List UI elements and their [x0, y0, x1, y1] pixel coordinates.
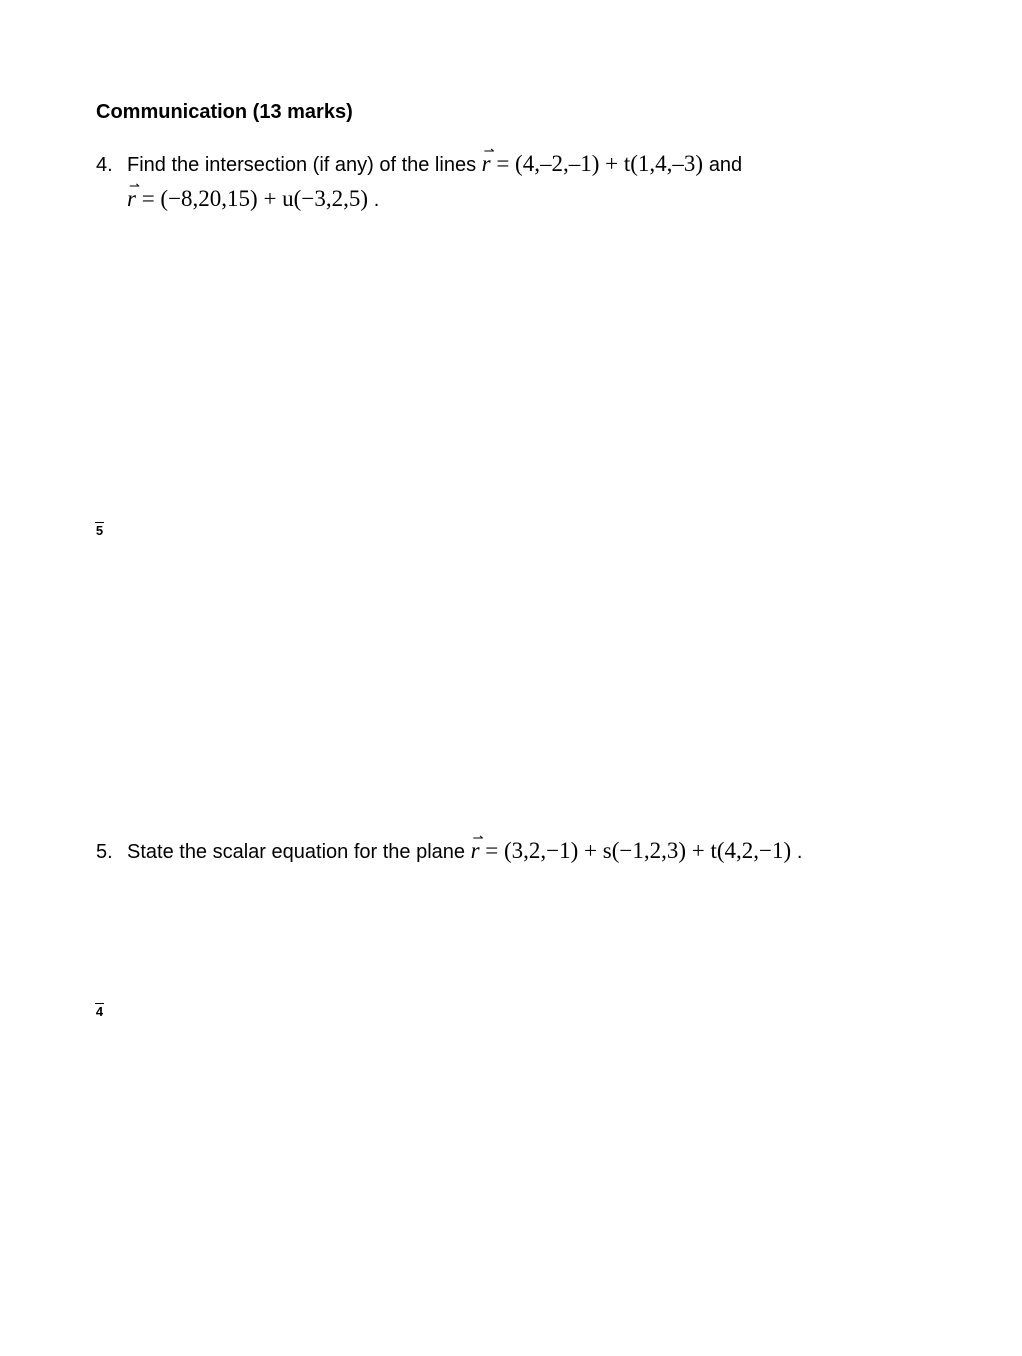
question-4-marks: 5 — [95, 523, 104, 538]
vector-r-symbol: ⇀ r — [127, 178, 140, 211]
question-5-number: 5. — [96, 841, 113, 863]
question-4-equation-1: ⇀ r = (4,–2,–1) + t(1,4,–3) — [481, 143, 704, 176]
vector-r-symbol: ⇀ r — [470, 830, 484, 863]
question-4-line-1 — [96, 143, 743, 177]
question-4-text: Find the intersection (if any) of the lines — [127, 154, 482, 176]
vector-r-symbol: ⇀ r — [481, 143, 495, 176]
question-4-equation-2: ⇀ r = (−8,20,15) + u(−3,2,5) — [127, 178, 368, 211]
question-5-equation: ⇀ r = (3,2,−1) + s(−1,2,3) + t(4,2,−1) — [470, 830, 792, 863]
section-title: Communication (13 marks) — [96, 101, 353, 123]
question-5-marks: 4 — [95, 1004, 104, 1019]
question-5-text: State the scalar equation for the plane — [127, 841, 471, 863]
question-5-line-1 — [96, 830, 803, 864]
question-4-line-2 — [127, 178, 380, 212]
question-4-end: . — [373, 189, 380, 211]
question-5-end: . — [796, 841, 803, 863]
question-4-number: 4. — [96, 154, 113, 176]
question-4-connector: and — [708, 154, 743, 176]
